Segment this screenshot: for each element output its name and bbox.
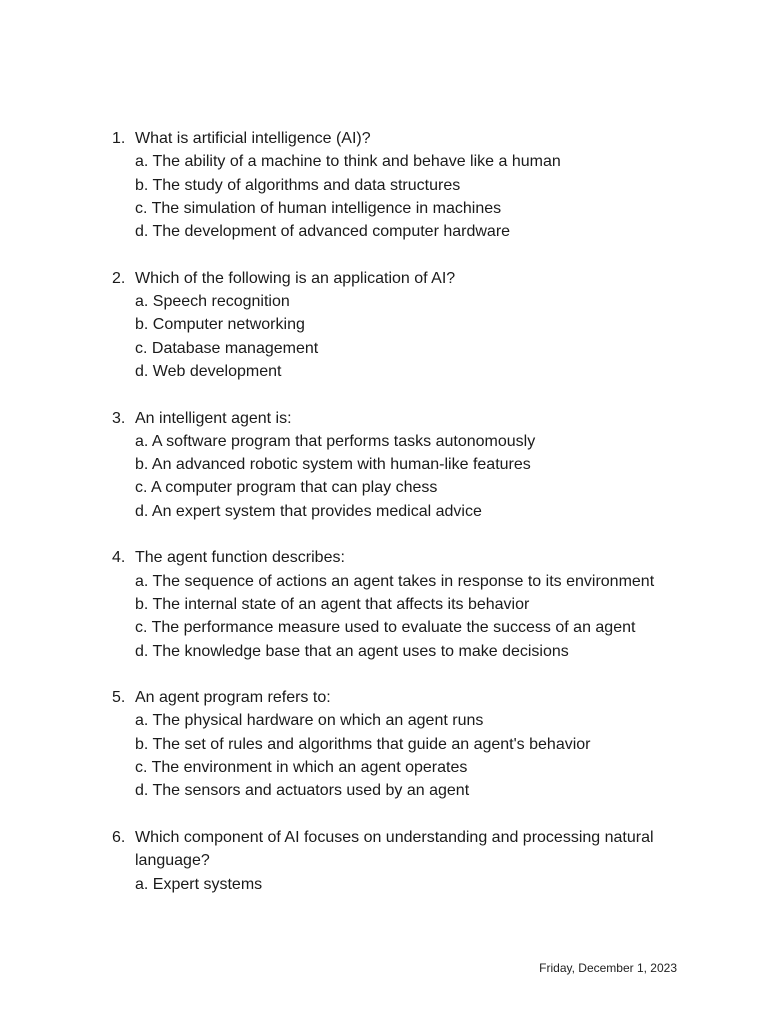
question-item	[112, 127, 692, 243]
option-item: c. The environment in which an agent operates	[135, 759, 468, 777]
question-item	[112, 686, 692, 802]
option-item: a. A software program that performs tasks autonomously	[135, 432, 536, 450]
question-text: Which component of AI focuses on understanding and processing natural language?	[135, 828, 654, 870]
option-item: c. The simulation of human intelligence in machines	[135, 199, 502, 217]
question-text: An agent program refers to:	[135, 689, 331, 707]
option-item: d. Web development	[135, 362, 282, 380]
option-item: d. The development of advanced computer hardware	[135, 223, 511, 241]
question-item	[112, 267, 692, 383]
option-list	[135, 709, 692, 802]
option-item: a. Speech recognition	[135, 293, 290, 311]
option-item: d. The sensors and actuators used by an agent	[135, 782, 470, 800]
footer-date: Friday, December 1, 2023	[539, 961, 677, 975]
option-item: b. An advanced robotic system with human-like features	[135, 456, 531, 474]
option-item: b. The study of algorithms and data structures	[135, 176, 461, 194]
option-item: a. The ability of a machine to think and behave like a human	[135, 153, 561, 171]
question-text: What is artificial intelligence (AI)?	[135, 130, 371, 147]
option-item: a. Expert systems	[135, 875, 263, 893]
option-list	[135, 570, 692, 663]
question-text: The agent function describes:	[135, 549, 345, 567]
question-number: 1.	[112, 130, 126, 147]
option-item: b. The internal state of an agent that affects its behavior	[135, 595, 530, 613]
option-item: d. An expert system that provides medical advice	[135, 502, 482, 520]
question-number: 3.	[112, 409, 126, 427]
question-number: 2.	[112, 269, 126, 287]
option-list	[135, 290, 692, 383]
question-number: 6.	[112, 828, 126, 846]
question-text: Which of the following is an application of AI?	[135, 269, 456, 287]
option-list	[135, 430, 692, 523]
option-item: c. A computer program that can play chess	[135, 479, 438, 497]
option-item: b. The set of rules and algorithms that guide an agent's behavior	[135, 735, 591, 753]
option-item: a. The physical hardware on which an agent runs	[135, 712, 484, 730]
question-item	[112, 546, 692, 662]
option-list	[135, 873, 692, 896]
option-item: c. The performance measure used to evaluate the success of an agent	[135, 619, 636, 637]
option-list	[135, 150, 692, 243]
question-text: An intelligent agent is:	[135, 409, 292, 427]
question-number: 4.	[112, 549, 126, 567]
question-list	[112, 127, 692, 919]
option-item: a. The sequence of actions an agent takes in response to its environment	[135, 572, 655, 590]
option-item: b. Computer networking	[135, 316, 305, 334]
question-item	[112, 407, 692, 523]
option-item: c. Database management	[135, 339, 319, 357]
question-number: 5.	[112, 689, 126, 707]
question-item	[112, 826, 692, 896]
option-item: d. The knowledge base that an agent uses to make decisions	[135, 642, 569, 660]
